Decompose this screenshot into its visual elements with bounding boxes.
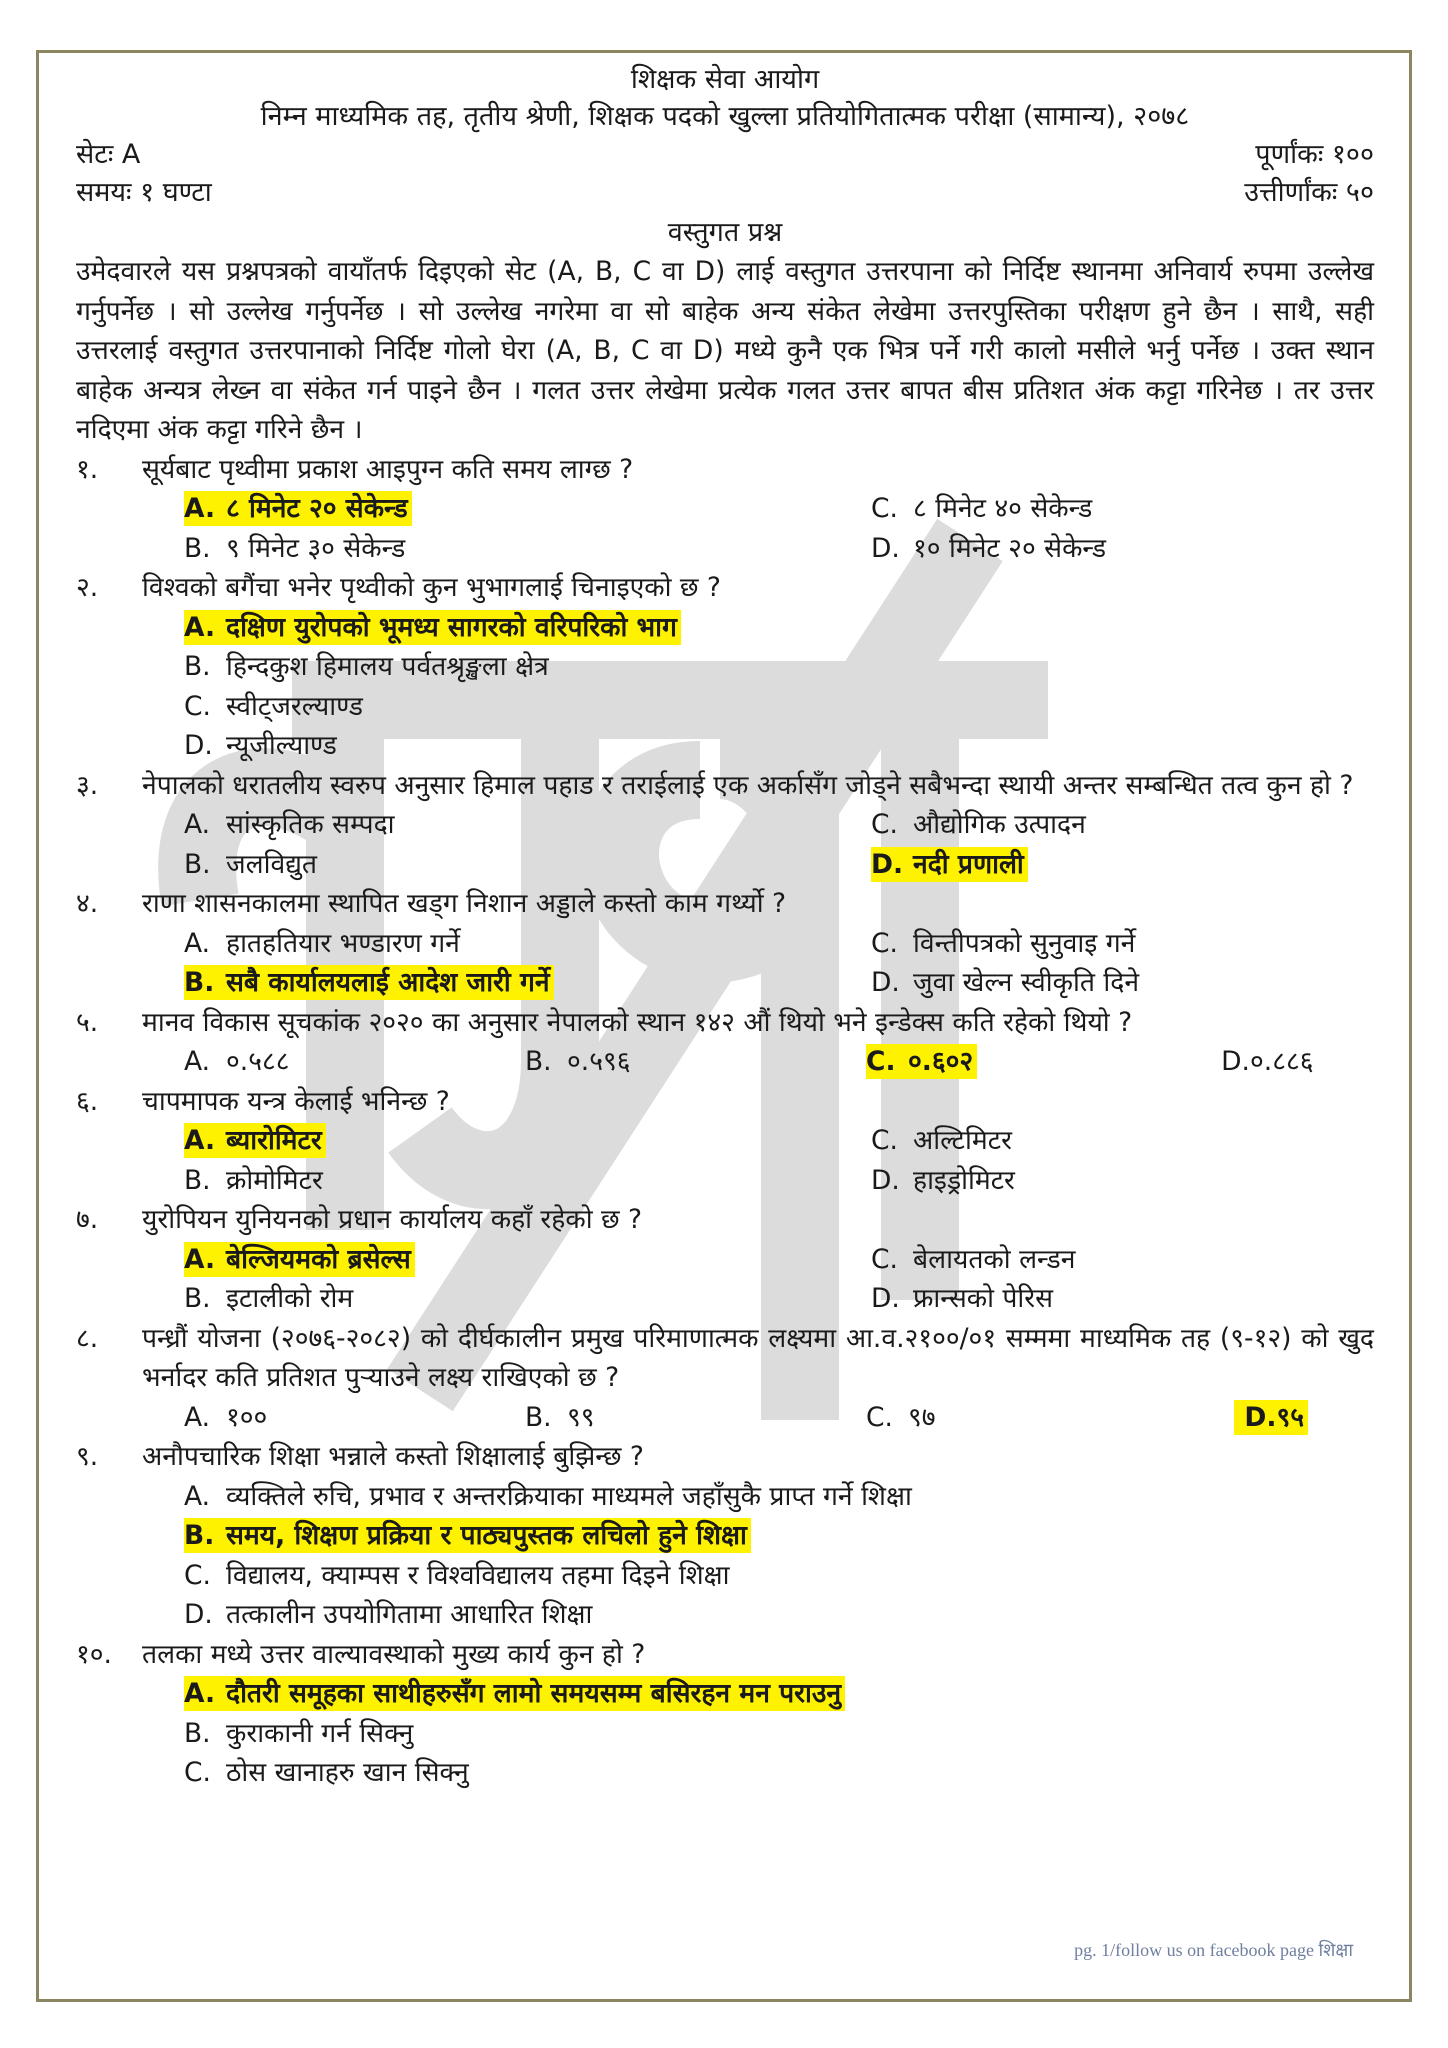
option — [184, 489, 871, 529]
option: D. जुवा खेल्न स्वीकृति दिने — [871, 967, 1140, 998]
correct-answer: A. दौतरी समूहका साथीहरुसँग लामो समयसम्म बसिरहन मन पराउनु — [184, 1676, 845, 1711]
correct-answer: D.९५ — [1234, 1400, 1308, 1435]
option — [184, 1674, 1374, 1714]
question-text: विश्वको बगैंचा भनेर पृथ्वीको कुन भुभागलाई चिनाइएको छ ? — [142, 572, 721, 603]
options — [76, 1398, 1374, 1438]
correct-answer: A. ब्यारोमिटर — [184, 1123, 326, 1158]
full-marks: पूर्णांकः १०० — [1255, 139, 1374, 170]
question — [76, 1437, 1374, 1477]
option — [184, 608, 1374, 648]
option: A. सांस्कृतिक सम्पदा — [184, 809, 395, 840]
question-number: ७. — [76, 1204, 99, 1235]
question — [76, 1200, 1374, 1240]
option: C. ९७ — [866, 1401, 936, 1433]
option — [1208, 1398, 1308, 1438]
option: D. हाइड्रोमिटर — [871, 1164, 1015, 1196]
options — [76, 805, 1374, 884]
options — [76, 1674, 1374, 1793]
question-text: राणा शासनकालमा स्थापित खड्ग निशान अड्डाले कस्तो काम गर्थ्यो ? — [142, 888, 787, 919]
option — [866, 1042, 1208, 1082]
correct-answer: B. सबै कार्यालयलाई आदेश जारी गर्ने — [184, 965, 554, 1000]
option: A. ०.५८८ — [184, 1046, 290, 1077]
question — [76, 884, 1374, 924]
option — [184, 1516, 1374, 1556]
option: C. ८ मिनेट ४० सेकेन्ड — [871, 493, 1093, 524]
correct-answer: A. दक्षिण युरोपको भूमध्य सागरको वरिपरिको भाग — [184, 610, 681, 645]
question-number: ४. — [76, 888, 99, 919]
options — [76, 608, 1374, 766]
question-text: सूर्यबाट पृथ्वीमा प्रकाश आइपुग्न कति समय लाग्छ ? — [142, 453, 634, 485]
option: C. स्वीट्जरल्याण्ड — [184, 690, 363, 722]
question — [76, 568, 1374, 608]
option: C. विद्यालय, क्याम्पस र विश्वविद्यालय तहमा दिइने शिक्षा — [184, 1559, 730, 1591]
option: D.०.८८६ — [1221, 1046, 1314, 1077]
exam-title: निम्न माध्यमिक तह, तृतीय श्रेणी, शिक्षक पदको खुल्ला प्रतियोगितात्मक परीक्षा (सामान्य), २०७८ — [260, 101, 1190, 132]
option — [184, 963, 871, 1003]
correct-answer: A. बेल्जियमको ब्रसेल्स — [184, 1242, 415, 1277]
question-text: मानव विकास सूचकांक २०२० का अनुसार नेपालको स्थान १४२ औं थियो भने इन्डेक्स कति रहेको थियो ? — [142, 1006, 1133, 1038]
pass-marks: उत्तीर्णांकः ५० — [1244, 177, 1374, 208]
option: D. १० मिनेट २० सेकेन्ड — [871, 532, 1107, 564]
page-footer: pg. 1/follow us on facebook page शिक्षा — [1074, 1940, 1353, 1960]
option: D. तत्कालीन उपयोगितामा आधारित शिक्षा — [184, 1599, 593, 1630]
set-label: सेटः A — [76, 139, 141, 170]
meta-row-2 — [76, 174, 1374, 212]
question-number: ९. — [76, 1441, 99, 1472]
question — [76, 1635, 1374, 1675]
option: C. औद्योगिक उत्पादन — [871, 809, 1086, 840]
question-number: ३. — [76, 769, 99, 801]
options — [76, 1121, 1374, 1200]
time-label: समयः १ घण्टा — [76, 177, 212, 208]
question — [76, 766, 1374, 806]
correct-answer: A. ८ मिनेट २० सेकेन्ड — [184, 491, 412, 526]
options — [76, 1240, 1374, 1319]
exam-paper — [76, 62, 1374, 1793]
question-number: १०. — [76, 1638, 112, 1670]
option: B. जलविद्युत — [184, 848, 318, 880]
option: C. बेलायतको लन्डन — [871, 1243, 1076, 1275]
question-number: ५. — [76, 1006, 99, 1038]
options — [76, 924, 1374, 1003]
option: D. फ्रान्सको पेरिस — [871, 1283, 1054, 1314]
option: B. ९ मिनेट ३० सेकेन्ड — [184, 532, 406, 564]
option: C. ठोस खानाहरु खान सिक्नु — [184, 1757, 469, 1788]
correct-answer: B. समय, शिक्षण प्रक्रिया र पाठ्यपुस्तक लचिलो हुने शिक्षा — [184, 1518, 751, 1553]
question — [76, 1082, 1374, 1122]
option — [871, 845, 1271, 885]
org-title: शिक्षक सेवा आयोग — [630, 64, 820, 95]
question-number: ८. — [76, 1322, 99, 1354]
question-number: १. — [76, 453, 99, 485]
option: B. हिन्दकुश हिमालय पर्वतश्रृङ्खला क्षेत्र — [184, 651, 549, 682]
option: C. विन्तीपत्रको सुनुवाइ गर्ने — [871, 927, 1136, 959]
option: A. हातहतियार भण्डारण गर्ने — [184, 927, 460, 959]
question-number: ६. — [76, 1085, 99, 1117]
question-text: युरोपियन युनियनको प्रधान कार्यालय कहाँ रहेको छ ? — [142, 1204, 643, 1235]
option: C. अल्टिमिटर — [871, 1125, 1012, 1156]
question-text: पन्ध्रौं योजना (२०७६-२०८२) को दीर्घकालीन प्रमुख परिमाणात्मक लक्ष्यमा आ.व.२१००/०१ सम्ममा माध्यमिक तह (९-१२) को खुद भर्नादर कति प्रतिशत पुर्‍याउने लक्ष्य राखिएको छ ? — [142, 1322, 1374, 1393]
question-number: २. — [76, 572, 99, 603]
question-text: चापमापक यन्त्र केलाई भनिन्छ ? — [142, 1085, 450, 1117]
option: A. १०० — [184, 1401, 268, 1433]
section-title: वस्तुगत प्रश्न — [667, 217, 783, 248]
question-text: तलका मध्ये उत्तर वाल्यावस्थाको मुख्य कार्य कुन हो ? — [142, 1638, 646, 1670]
option: B. ०.५९६ — [525, 1046, 631, 1077]
question — [76, 450, 1374, 490]
question-text: अनौपचारिक शिक्षा भन्नाले कस्तो शिक्षालाई बुझिन्छ ? — [142, 1441, 644, 1472]
options — [76, 1042, 1374, 1082]
question — [76, 1319, 1374, 1398]
option — [184, 1240, 871, 1280]
meta-row-1 — [76, 136, 1374, 174]
option: B. इटालीको रोम — [184, 1283, 354, 1314]
question — [76, 1003, 1374, 1043]
correct-answer: D. नदी प्रणाली — [871, 847, 1028, 882]
options — [76, 489, 1374, 568]
instructions: उमेदवारले यस प्रश्नपत्रको वायाँतर्फ दिइएको सेट (A, B, C वा D) लाई वस्तुगत उत्तरपाना को निर्दिष्ट स्थानमा अनिवार्य रुपमा उल्लेख गर्नुपर्नेछ । सो उल्लेख गर्नुपर्नेछ । सो उल्लेख नगरेमा वा सो बाहेक अन्य संकेत लेखेमा उत्तरपुस्तिका परीक्षण हुने छैन । साथै, सही उत्तरलाई वस्तुगत उत्तरपानाको निर्दिष्ट गोलो घेरा (A, B, C वा D) मध्ये कुनै एक भित्र पर्ने गरी कालो मसीले भर्नु पर्नेछ । उक्त स्थान बाहेक अन्यत्र लेख्न वा संकेत गर्न पाइने छैन । गलत उत्तर लेखेमा प्रत्येक गलत उत्तर बापत बीस प्रतिशत अंक कट्टा गरिनेछ । तर उत्तर नदिएमा अंक कट्टा गरिने छैन । — [76, 256, 1374, 445]
option: D. न्यूजील्याण्ड — [184, 730, 337, 761]
option: B. ९९ — [525, 1401, 595, 1433]
option: B. क्रोमोमिटर — [184, 1164, 323, 1196]
question-text: नेपालको धरातलीय स्वरुप अनुसार हिमाल पहाड र तराईलाई एक अर्कासँग जोड्ने सबैभन्दा स्थायी अन्तर सम्बन्धित तत्व कुन हो ? — [142, 769, 1354, 801]
options — [76, 1477, 1374, 1635]
option: B. कुराकानी गर्न सिक्नु — [184, 1717, 414, 1749]
option: A. व्यक्तिले रुचि, प्रभाव र अन्तरक्रियाका माध्यमले जहाँसुकै प्राप्त गर्ने शिक्षा — [184, 1480, 912, 1512]
option — [184, 1121, 871, 1161]
correct-answer: C. ०.६०२ — [866, 1044, 977, 1079]
